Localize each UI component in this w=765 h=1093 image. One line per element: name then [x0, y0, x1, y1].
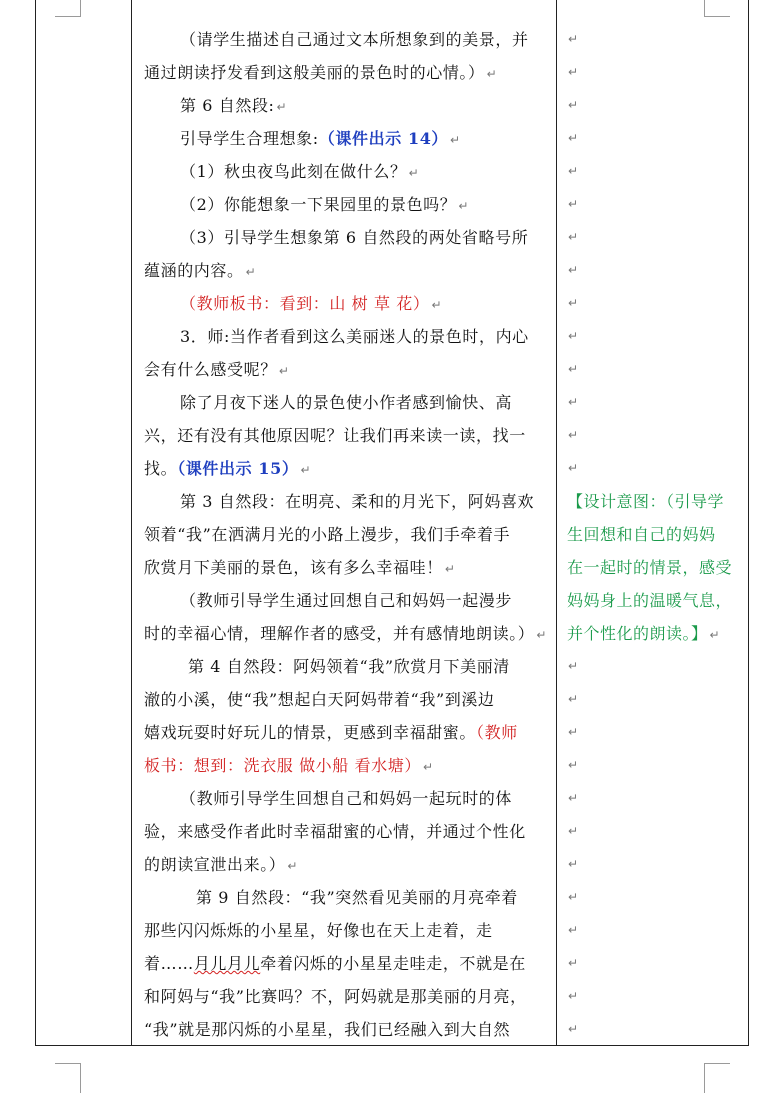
paragraph-mark-icon: ↵	[568, 659, 579, 673]
paragraph-mark-icon: ↵	[287, 859, 299, 873]
paragraph-mark-icon: ↵	[568, 461, 579, 475]
paragraph-mark-icon: ↵	[431, 298, 443, 312]
text-run: （1）秋虫夜鸟此刻在做什么？	[180, 162, 407, 181]
design-intent-text: 在一起时的情景，感受	[567, 558, 733, 577]
text-run: 领着“我”在洒满月光的小路上漫步，我们手牵着手	[144, 525, 511, 544]
paragraph-mark-icon: ↵	[568, 428, 579, 442]
text-run: 蕴涵的内容。	[144, 261, 244, 280]
text-run: （2）你能想象一下果园里的景色吗？	[180, 195, 457, 214]
text-run: 引导学生合理想象:	[180, 129, 319, 148]
paragraph-mark-icon: ↵	[422, 760, 434, 774]
text-run: （请学生描述自己通过文本所想象到的美景，并	[180, 30, 529, 49]
design-intent-line	[567, 617, 749, 652]
paragraph-mark-icon: ↵	[450, 133, 461, 147]
text-run: 兴，还有没有其他原因呢？让我们再来读一读，找一	[144, 426, 526, 445]
paragraph-mark-icon: ↵	[568, 263, 579, 277]
text-run: 和阿妈与“我”比赛吗？不，阿妈就是那美丽的月亮，	[144, 987, 527, 1006]
text-run: （课件出示 15）	[177, 459, 299, 478]
text-run: （3）引导学生想象第 6 自然段的两处省略号所	[180, 228, 529, 247]
paragraph-mark-icon: ↵	[568, 791, 579, 805]
text-run: （教师引导学生通过回想自己和妈妈一起漫步	[180, 591, 513, 610]
paragraph-mark-icon: ↵	[568, 857, 579, 871]
paragraph-mark-icon: ↵	[568, 98, 579, 112]
text-run: 第 9 自然段：“我”突然看见美丽的月亮牵着	[196, 888, 518, 907]
design-intent-text: 妈妈身上的温暖气息，	[567, 591, 733, 610]
paragraph-mark-icon: ↵	[568, 1022, 579, 1036]
text-run: 找。	[144, 459, 178, 478]
paragraph-mark-icon: ↵	[458, 199, 470, 213]
text-run: 的朗读宣泄出来。）	[144, 855, 286, 874]
text-run: 时的幸福心情，理解作者的感受，并有感情地朗读。）	[144, 624, 535, 643]
paragraph-mark-icon: ↵	[568, 32, 579, 46]
text-run: （教师引导学生回想自己和妈妈一起玩时的体	[180, 789, 513, 808]
paragraph-mark-icon: ↵	[568, 329, 579, 343]
crop-mark-bottom-left-h	[55, 1063, 81, 1064]
text-run: 牵着闪烁的小星星走哇走，不就是在	[260, 954, 526, 973]
paragraph-mark-icon: ↵	[536, 628, 548, 642]
text-run: 那些闪闪烁烁的小星星，好像也在天上走着，走	[144, 921, 493, 940]
design-intent-line	[567, 518, 749, 551]
paragraph-mark-icon: ↵	[408, 166, 420, 180]
paragraph-mark-icon: ↵	[245, 265, 257, 279]
paragraph-mark-icon: ↵	[300, 463, 312, 477]
text-run: 3．师:当作者看到这么美丽迷人的景色时，内心	[180, 327, 529, 346]
text-run: 第 6 自然段:	[180, 96, 275, 115]
paragraph-mark-icon: ↵	[568, 692, 579, 706]
design-intent-line	[567, 551, 749, 584]
paragraph-mark-icon: ↵	[486, 67, 498, 81]
text-run: 欣赏月下美丽的景色，该有多么幸福哇！	[144, 558, 443, 577]
design-intent-text: 生回想和自己的妈妈	[567, 525, 716, 544]
paragraph-mark-icon: ↵	[568, 956, 579, 970]
text-run: （教师板书：看到：山 树 草 花）	[180, 294, 430, 313]
paragraph-mark-icon: ↵	[568, 164, 579, 178]
design-intent-text: 【设计意图：（引导学	[567, 492, 725, 511]
crop-mark-bottom-right-v	[704, 1063, 705, 1093]
paragraph-mark-icon: ↵	[568, 197, 579, 211]
design-intent-line	[567, 584, 749, 617]
paragraph-mark-icon: ↵	[568, 725, 579, 739]
text-run: 第 3 自然段：在明亮、柔和的月光下，阿妈喜欢	[180, 492, 535, 511]
text-run: “我”就是那闪烁的小星星，我们已经融入到大自然	[144, 1020, 511, 1039]
crop-mark-bottom-right-h	[704, 1063, 730, 1064]
paragraph-mark-icon: ↵	[568, 395, 579, 409]
text-run: 着……	[144, 954, 194, 973]
paragraph-mark-icon: ↵	[568, 989, 579, 1003]
paragraph-mark-icon: ↵	[276, 100, 288, 114]
paragraph-mark-icon: ↵	[709, 628, 721, 642]
text-run: 嬉戏玩耍时好玩儿的情景，更感到幸福甜蜜。	[144, 723, 477, 742]
text-run: （教师	[476, 723, 518, 742]
design-intent-line	[567, 485, 749, 518]
paragraph-mark-icon: ↵	[278, 364, 290, 378]
text-run: 板书：想到：洗衣服 做小船 看水塘）	[144, 756, 421, 775]
paragraph-mark-icon: ↵	[568, 824, 579, 838]
paragraph-mark-icon: ↵	[568, 923, 579, 937]
paragraph-mark-icon: ↵	[568, 230, 579, 244]
text-run: 澈的小溪，使“我”想起白天阿妈带着“我”到溪边	[144, 690, 495, 709]
design-intent-text: 并个性化的朗读。】	[567, 624, 708, 643]
text-run: 第 4 自然段：阿妈领着“我”欣赏月下美丽清	[188, 657, 510, 676]
paragraph-mark-icon: ↵	[568, 362, 579, 376]
paragraph-mark-icon: ↵	[568, 296, 579, 310]
paragraph-mark-icon: ↵	[444, 562, 456, 576]
paragraph-mark-icon: ↵	[568, 65, 579, 79]
paragraph-mark-icon: ↵	[568, 758, 579, 772]
text-run: 月儿月儿	[193, 954, 261, 973]
crop-mark-bottom-left-v	[80, 1063, 81, 1093]
text-run: 除了月夜下迷人的景色使小作者感到愉快、高	[180, 393, 513, 412]
paragraph-mark-icon: ↵	[568, 131, 579, 145]
text-run: 验，来感受作者此时幸福甜蜜的心情，并通过个性化	[144, 822, 526, 841]
text-run: 通过朗读抒发看到这般美丽的景色时的心情。）	[144, 63, 485, 82]
text-run: （课件出示 14）	[318, 129, 449, 148]
paragraph-mark-icon: ↵	[568, 890, 579, 904]
text-run: 会有什么感受呢？	[144, 360, 277, 379]
